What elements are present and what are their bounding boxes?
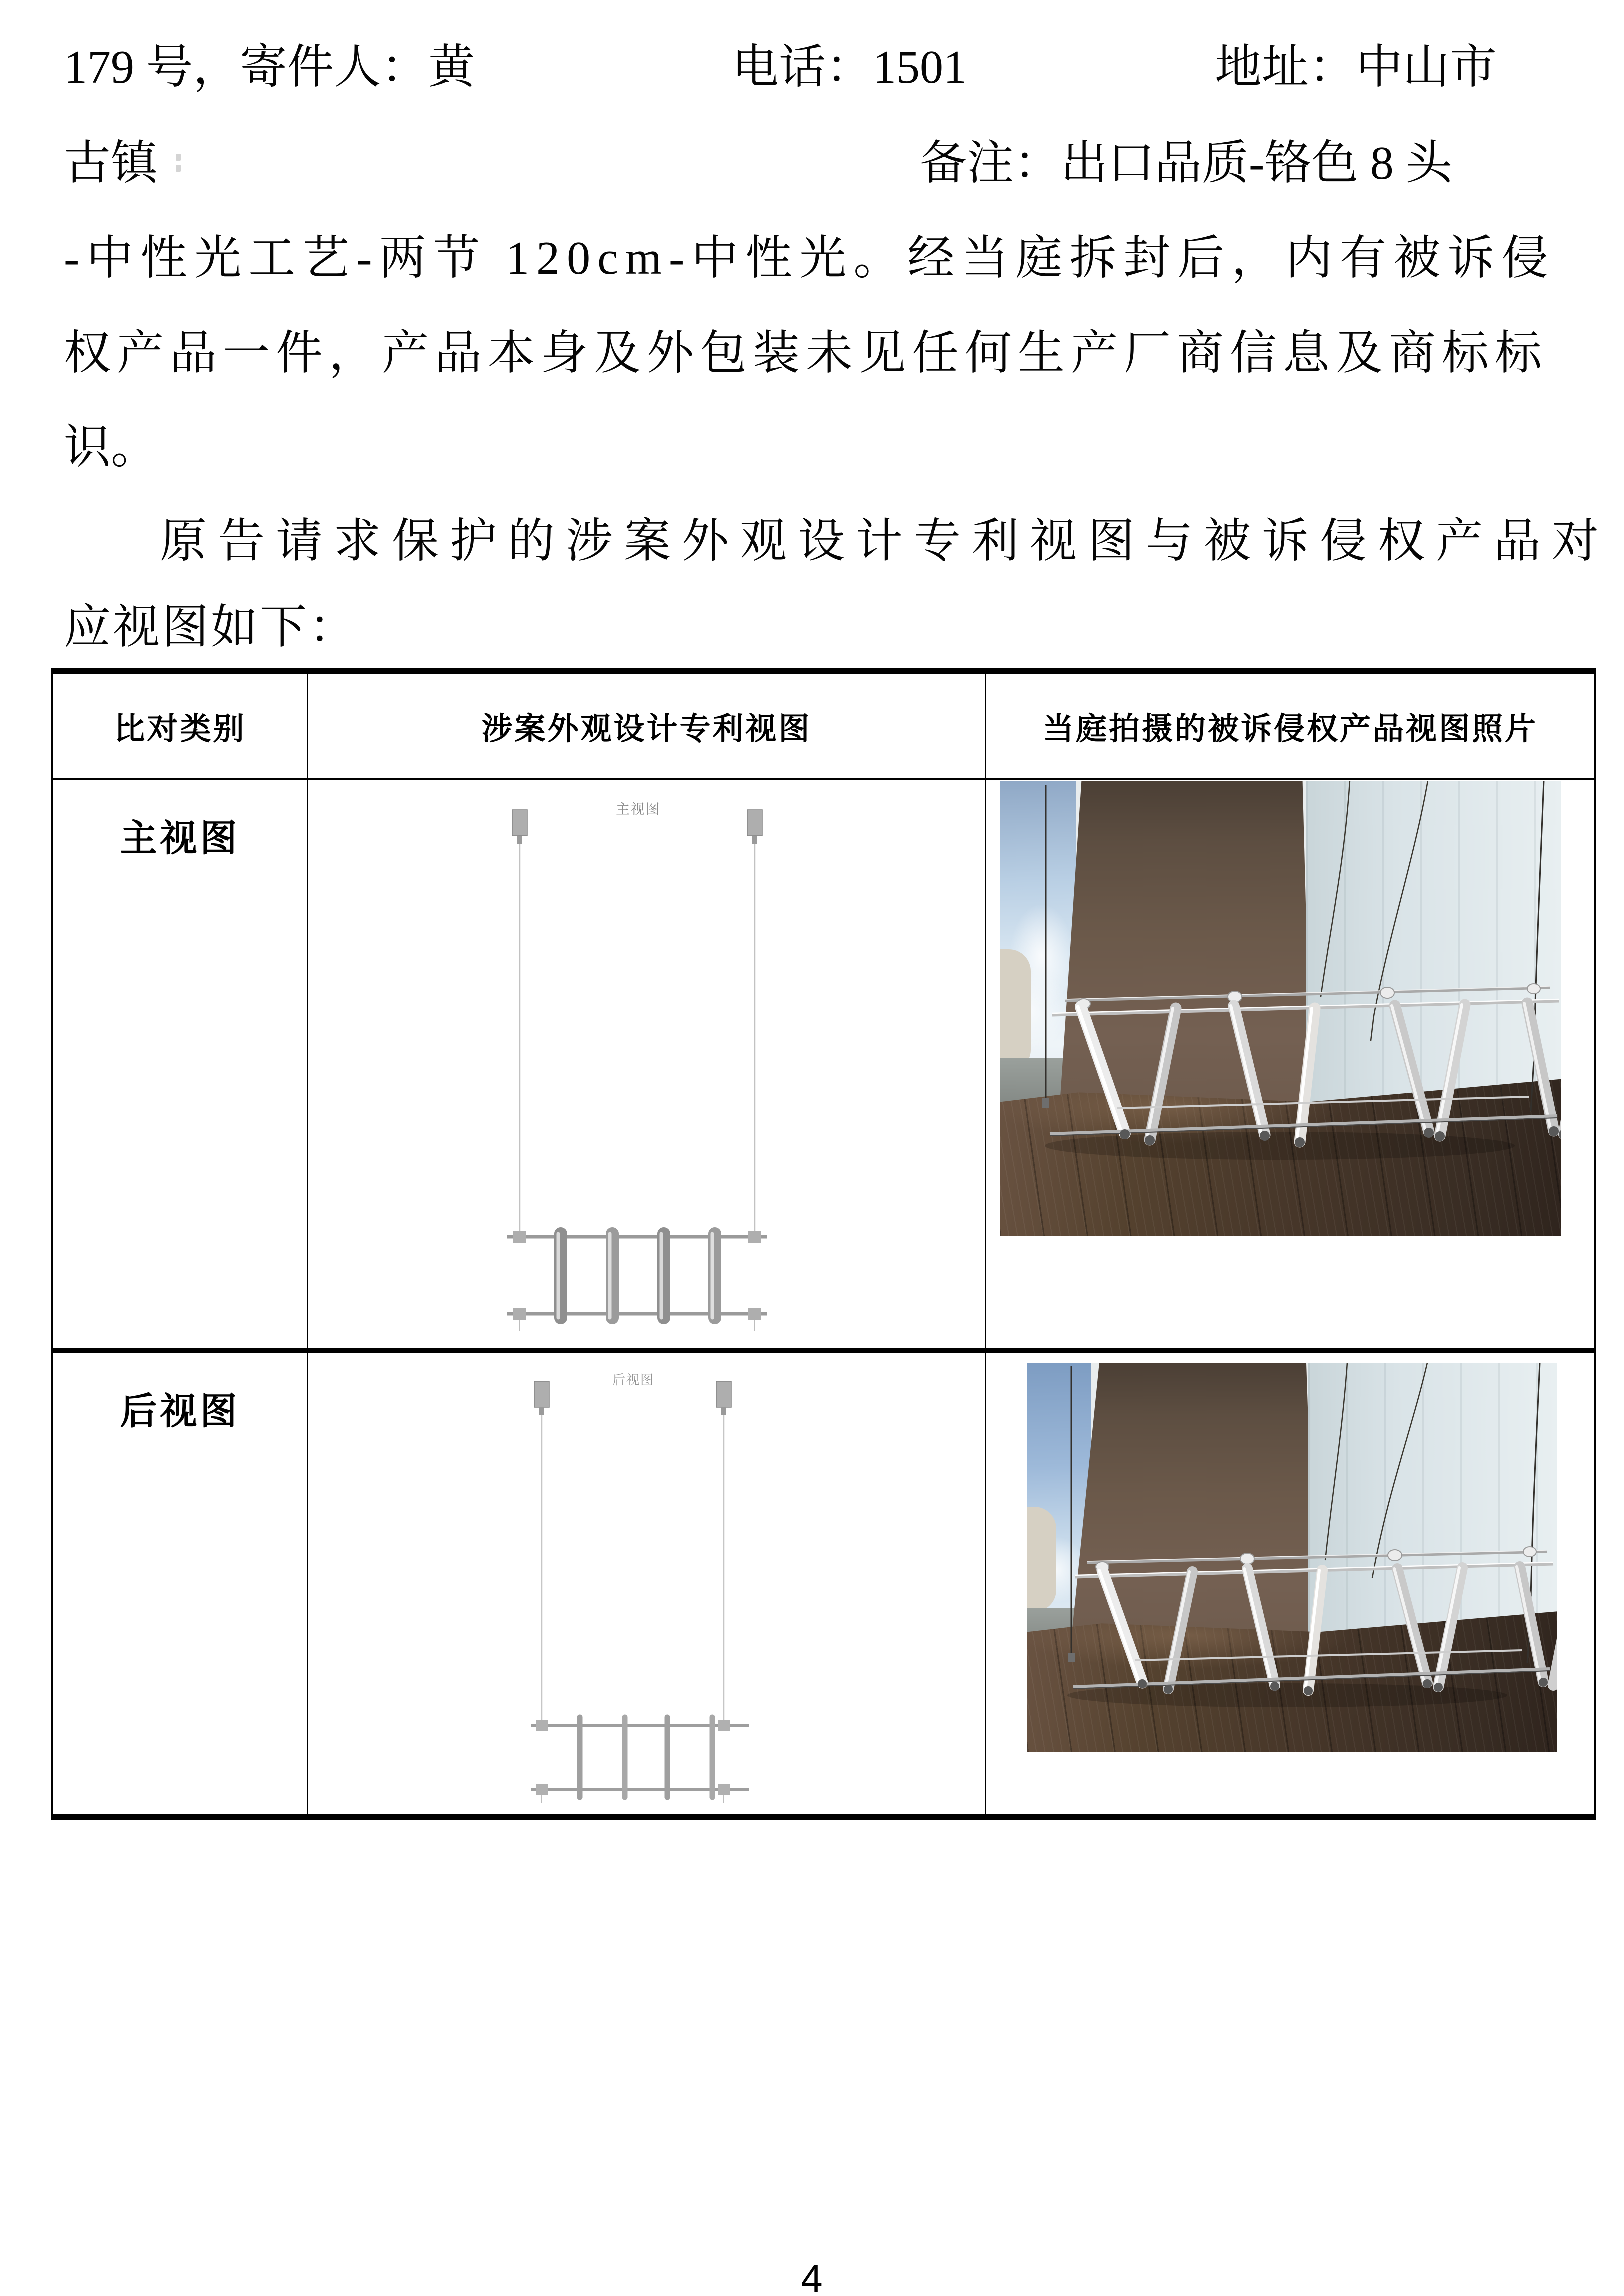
- line1-sender: 179 号，寄件人：黄: [64, 42, 476, 94]
- line5-body: 识。: [64, 422, 158, 474]
- line6-body: 原告请求保护的涉案外观设计专利视图与被诉侵权产品对: [160, 516, 1610, 568]
- drawing-caption-rear: 后视图: [612, 1373, 655, 1388]
- line2-note: 备注：出口品质-铬色 8 头: [920, 138, 1453, 190]
- patent-drawing-rear-view: [525, 1368, 755, 1805]
- row1-photo-cell: [986, 780, 1594, 1353]
- patent-drawing-front-view: [495, 795, 780, 1332]
- header-cell-category: 比对类别: [54, 674, 308, 780]
- drawing-caption-front: 主视图: [616, 802, 662, 818]
- row1-patent-cell: [308, 780, 986, 1353]
- rack-product-front: [1000, 781, 1562, 1236]
- row-label-rear-view: 后视图: [120, 1392, 240, 1432]
- line7-body: 应视图如下：: [64, 602, 358, 654]
- row2-patent-cell: [308, 1353, 986, 1814]
- faint-redaction-mark: [176, 150, 183, 182]
- rack-product-rear: [1028, 1363, 1558, 1752]
- line4-body: 权产品一件，产品本身及外包装未见任何生产厂商信息及商标标: [64, 328, 1548, 380]
- line3-body: -中性光工艺-两节 120cm-中性光。经当庭拆封后，内有被诉侵: [64, 232, 1556, 284]
- header-cell-photos: 当庭拍摄的被诉侵权产品视图照片: [986, 674, 1594, 780]
- row-label-front-view: 主视图: [120, 818, 240, 860]
- comparison-table: [52, 668, 1596, 1820]
- row1-category-cell: [54, 780, 308, 1353]
- row2-category-cell: [54, 1353, 308, 1814]
- photo-rear-view: [1028, 1363, 1558, 1752]
- line1-address: 地址：中山市: [1215, 42, 1498, 94]
- header-cell-patent-views: 涉案外观设计专利视图: [308, 674, 986, 780]
- page-number: 4: [801, 2256, 823, 2296]
- photo-front-view: [1000, 781, 1562, 1236]
- row2-photo-cell: [986, 1353, 1594, 1814]
- line2-town: 古镇: [64, 138, 158, 190]
- line1-phone: 电话：1501: [732, 42, 968, 94]
